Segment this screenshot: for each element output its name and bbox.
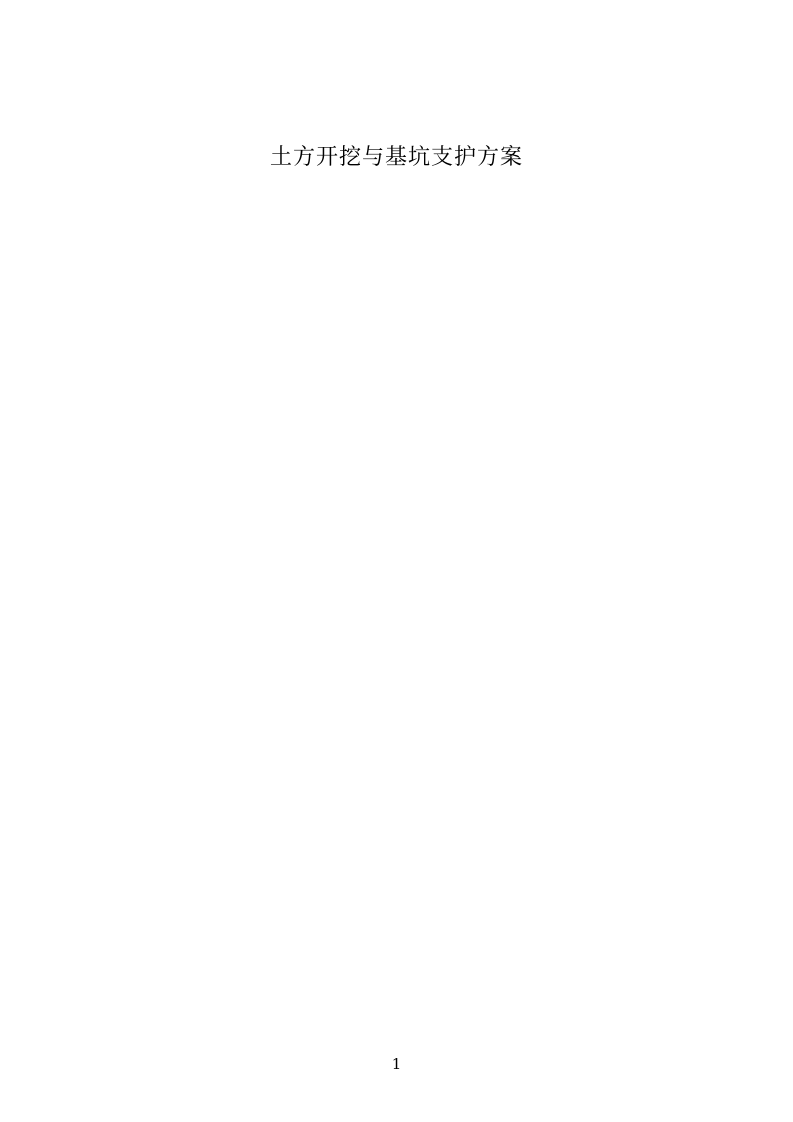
page-number: 1 — [391, 1055, 402, 1073]
document-title: 土方开挖与基坑支护方案 — [269, 145, 523, 170]
